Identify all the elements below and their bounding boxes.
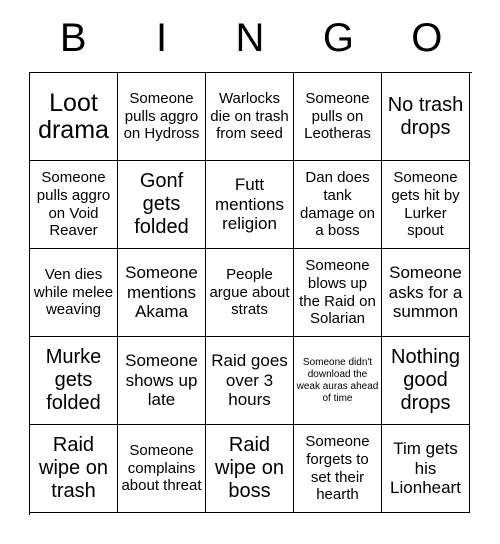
cell-text: Someone pulls aggro on Hydross	[123, 89, 200, 143]
bingo-cell[interactable]	[294, 425, 382, 513]
bingo-cell[interactable]	[30, 73, 118, 161]
cell-text: Dan does tank damage on a boss	[299, 169, 376, 240]
cell-text: Someone shows up late	[125, 351, 198, 410]
cell-text: Someone forgets to set their hearth	[305, 433, 370, 504]
cell-text: Someone pulls aggro on Void Reaver	[36, 169, 111, 240]
bingo-cell[interactable]	[118, 337, 206, 425]
cell-text: Someone asks for a summon	[388, 263, 463, 322]
cell-text: Gonf gets folded	[134, 170, 189, 238]
bingo-cell[interactable]	[118, 425, 206, 513]
header-letter-i: I	[156, 16, 168, 60]
cell-text: Loot drama	[38, 88, 109, 144]
cell-text: No trash drops	[387, 93, 464, 139]
cell-text: Murke gets folded	[45, 346, 102, 414]
cell-text: Raid wipe on boss	[215, 434, 284, 502]
bingo-cell[interactable]	[206, 73, 294, 161]
cell-text: Futt mentions religion	[215, 175, 284, 234]
bingo-cell[interactable]	[118, 161, 206, 249]
cell-text: Nothing good drops	[391, 346, 460, 414]
bingo-cell[interactable]	[382, 337, 470, 425]
cell-text: Someone pulls on Leotheras	[304, 89, 371, 143]
cell-text: Ven dies while melee weaving	[33, 265, 114, 319]
cell-text: Someone complains about threat	[121, 441, 202, 495]
bingo-cell[interactable]	[30, 425, 118, 513]
cell-text: Someone blows up the Raid on Solarian	[299, 257, 376, 328]
header-letter-g: G	[322, 16, 354, 60]
bingo-header	[29, 0, 471, 72]
bingo-cell[interactable]	[206, 337, 294, 425]
cell-text: Someone gets hit by Lurker spout	[391, 169, 460, 240]
cell-text: Someone mentions Akama	[125, 263, 198, 322]
header-letter-o: O	[411, 16, 443, 60]
bingo-board	[29, 72, 472, 515]
bingo-cell[interactable]	[294, 161, 382, 249]
cell-text: Warlocks die on trash from seed	[210, 89, 289, 143]
bingo-cell[interactable]	[382, 161, 470, 249]
bingo-cell[interactable]	[30, 161, 118, 249]
bingo-cell[interactable]	[206, 161, 294, 249]
bingo-cell[interactable]	[206, 249, 294, 337]
bingo-cell[interactable]	[30, 249, 118, 337]
bingo-cell[interactable]	[206, 425, 294, 513]
header-letter-b: B	[59, 16, 87, 60]
cell-text: Raid goes over 3 hours	[211, 351, 288, 410]
cell-text: People argue about strats	[209, 265, 290, 319]
bingo-cell[interactable]	[118, 249, 206, 337]
bingo-cell[interactable]	[294, 337, 382, 425]
bingo-cell[interactable]	[294, 73, 382, 161]
bingo-cell[interactable]	[382, 249, 470, 337]
bingo-cell[interactable]	[382, 425, 470, 513]
header-letter-n: N	[235, 16, 265, 60]
bingo-cell[interactable]	[30, 337, 118, 425]
bingo-cell[interactable]	[382, 73, 470, 161]
cell-text: Tim gets his Lionheart	[390, 439, 461, 498]
bingo-cell[interactable]	[118, 73, 206, 161]
cell-text: Raid wipe on trash	[39, 434, 108, 502]
bingo-cell[interactable]	[294, 249, 382, 337]
cell-text: Someone didn't download the weak auras ahead of time	[296, 356, 379, 404]
